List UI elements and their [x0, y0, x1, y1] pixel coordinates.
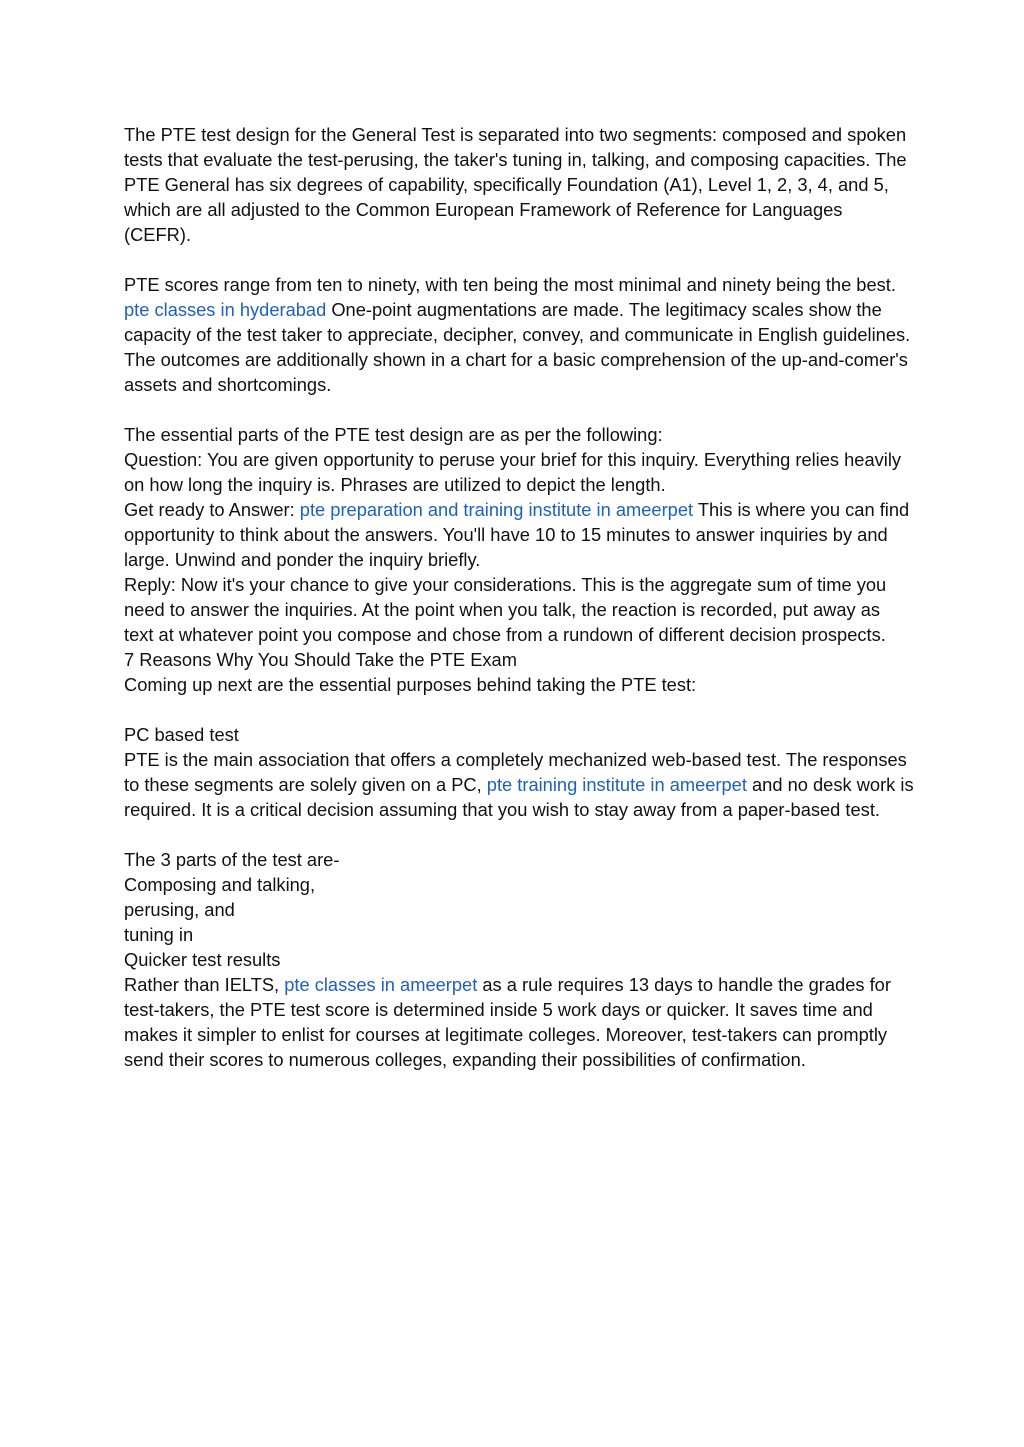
pc-based-heading: PC based test [124, 724, 239, 745]
reasons-intro: Coming up next are the essential purposes behind taking the PTE test: [124, 674, 697, 695]
document-body [124, 122, 914, 1072]
link-pte-classes-hyderabad[interactable]: pte classes in hyderabad [124, 299, 327, 320]
paragraph-pte-scores [124, 272, 914, 397]
paragraph-text: PTE is the main association that offers a completely mechanized web-based test. The responses to these segments are solely given on a PC, [124, 749, 907, 795]
paragraph-text: One-point augmentations are made. The legitimacy scales show the capacity of the test taker to appreciate, decipher, convey, and communicate in English guidelines. The outcomes are additionally shown in a chart for a basic comprehension of the up-and-comer's assets and shortcomings. [124, 299, 911, 395]
essential-parts-intro: The essential parts of the PTE test design are as per the following: [124, 424, 663, 445]
test-parts-intro: The 3 parts of the test are- [124, 849, 340, 870]
paragraph-gap [124, 247, 914, 272]
quicker-results-body [124, 972, 914, 1072]
quicker-results-heading: Quicker test results [124, 949, 281, 970]
link-pte-training-ameerpet[interactable]: pte training institute in ameerpet [486, 774, 747, 795]
test-part-item: Composing and talking, [124, 874, 316, 895]
link-pte-classes-ameerpet[interactable]: pte classes in ameerpet [284, 974, 478, 995]
prepare-part [124, 497, 914, 572]
paragraph-text: and no desk work is required. It is a critical decision assuming that you wish to stay away from a paper-based test. [124, 774, 914, 820]
reasons-heading: 7 Reasons Why You Should Take the PTE Exam [124, 649, 517, 670]
pc-based-body [124, 747, 914, 822]
question-part: Question: You are given opportunity to peruse your brief for this inquiry. Everything relies heavily on how long the inquiry is. Phrases are utilized to depict the length. [124, 449, 902, 495]
test-part-item: tuning in [124, 924, 194, 945]
paragraph-pte-test-design: The PTE test design for the General Test is separated into two segments: composed and spoken tests that evaluate the test-perusing, the taker's tuning in, talking, and composing capacities. The PTE General has six degrees of capability, specifically Foundation (A1), Level 1, 2, 3, 4, and 5, which are all adjusted to the Common European Framework of Reference for Languages (CEFR). [124, 124, 907, 245]
paragraph-text: Rather than IELTS, [124, 974, 285, 995]
test-part-item: perusing, and [124, 899, 235, 920]
paragraph-gap [124, 697, 914, 722]
paragraph-text: This is where you can find opportunity to think about the answers. You'll have 10 to 15 minutes to answer inquiries by and large. Unwind and ponder the inquiry briefly. [124, 499, 910, 570]
paragraph-text: Get ready to Answer: [124, 499, 300, 520]
paragraph-text: as a rule requires 13 days to handle the grades for test-takers, the PTE test score is determined inside 5 work days or quicker. It saves time and makes it simpler to enlist for courses at legitimate colleges. Moreover, test-takers can promptly send their scores to numerous colleges, expanding their possibilities of confirmation. [124, 974, 891, 1070]
link-pte-preparation-ameerpet[interactable]: pte preparation and training institute in ameerpet [299, 499, 694, 520]
reply-part: Reply: Now it's your chance to give your considerations. This is the aggregate sum of time you need to answer the inquiries. At the point when you talk, the reaction is recorded, put away as text at whatever point you compose and chose from a rundown of different decision prospects. [124, 574, 887, 645]
paragraph-text: PTE scores range from ten to ninety, with ten being the most minimal and ninety being the best. [124, 274, 896, 295]
paragraph-gap [124, 397, 914, 422]
paragraph-gap [124, 822, 914, 847]
